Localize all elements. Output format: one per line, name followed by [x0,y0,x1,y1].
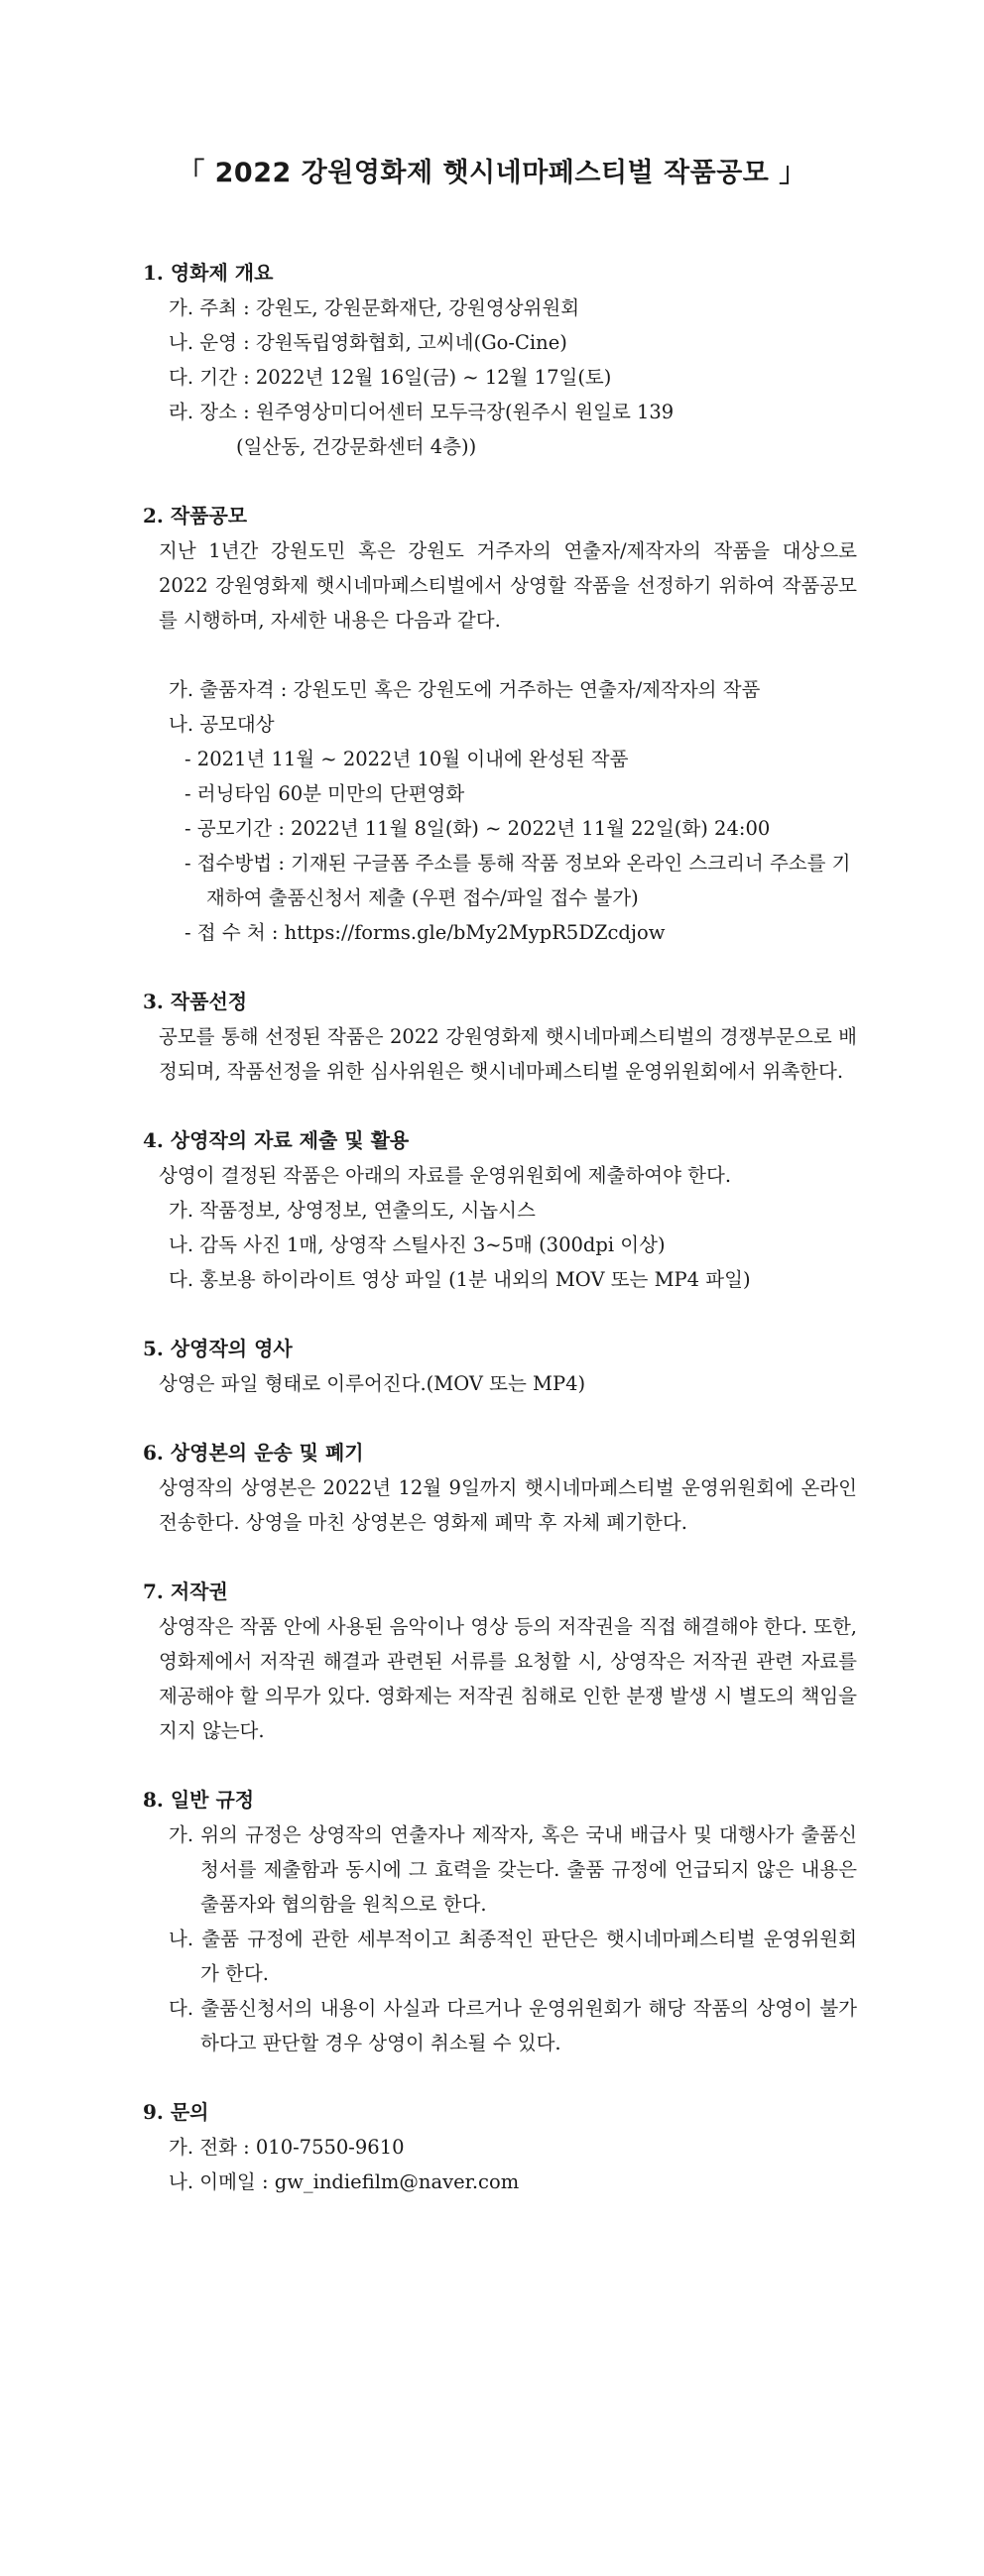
list-item: 다. 홍보용 하이라이트 영상 파일 (1분 내외의 MOV 또는 MP4 파일) [169,1268,751,1291]
section-projection [143,1332,857,1401]
section-heading: 7. 저작권 [143,1580,228,1603]
section-call-for-entries [143,499,857,950]
list-item: 가. 위의 규정은 상영작의 연출자나 제작자, 혹은 국내 배급사 및 대행사가 출품신청서를 제출함과 동시에 그 효력을 갖는다. 출품 규정에 언급되지 않은 내용은 출품자와 협의함을 원칙으로 한다. [169,1823,857,1916]
section-paragraph: 지난 1년간 강원도민 혹은 강원도 거주자의 연출자/제작자의 작품을 대상으로 2022 강원영화제 햇시네마페스티벌에서 상영할 작품을 선정하기 위하여 작품공모를 시행하며, 자세한 내용은 다음과 같다. [159,539,857,632]
section-paragraph: 상영작의 상영본은 2022년 12월 9일까지 햇시네마페스티벌 운영위원회에 온라인 전송한다. 상영을 마친 상영본은 영화제 폐막 후 자체 폐기한다. [159,1476,857,1534]
list-item: 다. 기간 : 2022년 12월 16일(금) ~ 12월 17일(토) [169,366,612,389]
section-contact [143,2095,857,2199]
list-item: 가. 작품정보, 상영정보, 연출의도, 시놉시스 [169,1199,536,1222]
document-body [143,256,857,2234]
bullet-item: - 접수방법 : 기재된 구글폼 주소를 통해 작품 정보와 온라인 스크리너 주소를 기재하여 출품신청서 제출 (우편 접수/파일 접수 불가) [184,852,851,909]
bullet-item: - 공모기간 : 2022년 11월 8일(화) ~ 2022년 11월 22일(화) 24:00 [184,817,771,840]
section-heading: 5. 상영작의 영사 [143,1337,293,1360]
section-selection [143,985,857,1089]
section-heading: 8. 일반 규정 [143,1788,255,1812]
list-item: 나. 감독 사진 1매, 상영작 스틸사진 3~5매 (300dpi 이상) [169,1233,666,1256]
section-materials [143,1123,857,1297]
page-title: 「 2022 강원영화제 햇시네마페스티벌 작품공모 」 [178,158,806,188]
section-transport [143,1436,857,1540]
list-item: 가. 주최 : 강원도, 강원문화재단, 강원영상위원회 [169,296,580,319]
bullet-item: - 러닝타임 60분 미만의 단편영화 [184,782,465,805]
list-item: 다. 출품신청서의 내용이 사실과 다르거나 운영위원회가 해당 작품의 상영이 불가하다고 판단할 경우 상영이 취소될 수 있다. [169,1997,857,2054]
section-paragraph: 상영이 결정된 작품은 아래의 자료를 운영위원회에 제출하여야 한다. [159,1164,732,1187]
section-heading: 9. 문의 [143,2100,209,2124]
section-heading: 1. 영화제 개요 [143,261,274,285]
list-item: 나. 운영 : 강원독립영화협회, 고씨네(Go-Cine) [169,331,567,354]
section-general-rules [143,1783,857,2060]
bullet-item: - 2021년 11월 ~ 2022년 10월 이내에 완성된 작품 [184,748,629,770]
list-item-continuation: (일산동, 건강문화센터 4층)) [236,435,477,458]
section-heading: 2. 작품공모 [143,504,248,527]
section-heading: 4. 상영작의 자료 제출 및 활용 [143,1128,410,1152]
bullet-list [143,742,857,950]
section-paragraph: 공모를 통해 선정된 작품은 2022 강원영화제 햇시네마페스티벌의 경쟁부문으로 배정되며, 작품선정을 위한 심사위원은 햇시네마페스티벌 운영위원회에서 위촉한다. [159,1025,857,1083]
section-copyright [143,1575,857,1748]
section-paragraph: 상영은 파일 형태로 이루어진다.(MOV 또는 MP4) [159,1372,586,1395]
list-item: 라. 장소 : 원주영상미디어센터 모두극장(원주시 원일로 139 [169,401,675,423]
section-heading: 3. 작품선정 [143,990,248,1013]
list-item: 나. 공모대상 [169,713,275,736]
submission-link: - 접 수 처 : https://forms.gle/bMy2MypR5DZcdjow [184,921,666,944]
section-heading: 6. 상영본의 운송 및 폐기 [143,1441,364,1464]
section-overview [143,256,857,464]
list-item: 가. 출품자격 : 강원도민 혹은 강원도에 거주하는 연출자/제작자의 작품 [169,678,761,701]
contact-phone: 가. 전화 : 010-7550-9610 [169,2136,405,2159]
section-paragraph: 상영작은 작품 안에 사용된 음악이나 영상 등의 저작권을 직접 해결해야 한다. 또한, 영화제에서 저작권 해결과 관련된 서류를 요청할 시, 상영작은 저작권 관련 자료를 제공해야 할 의무가 있다. 영화제는 저작권 침해로 인한 분쟁 발생 시 별도의 책임을 지지 않는다. [159,1615,857,1742]
list-item: 나. 출품 규정에 관한 세부적이고 최종적인 판단은 햇시네마페스티벌 운영위원회가 한다. [169,1928,857,1985]
contact-email: 나. 이메일 : gw_indiefilm@naver.com [169,2170,520,2193]
